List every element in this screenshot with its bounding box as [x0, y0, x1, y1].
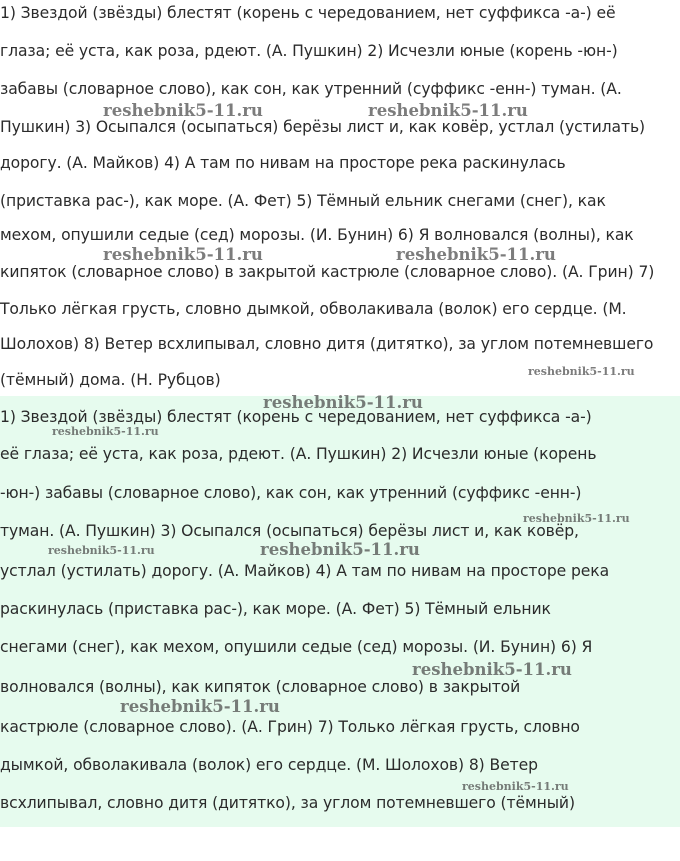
- watermark-text: reshebnik5-11.ru: [412, 660, 572, 679]
- text-line: дорогу. (А. Майков) 4) А там по нивам на просторе река раскинулась: [0, 154, 566, 172]
- text-line: Только лёгкая грусть, словно дымкой, обволакивала (волок) его сердце. (М.: [0, 300, 627, 318]
- text-line: (тёмный) дома. (Н. Рубцов): [0, 371, 221, 389]
- text-line: волновался (волны), как кипяток (словарное слово) в закрытой: [0, 678, 521, 696]
- text-line: кипяток (словарное слово) в закрытой кастрюле (словарное слово). (А. Грин) 7): [0, 263, 655, 281]
- text-line: (приставка рас-), как море. (А. Фет) 5) Тёмный ельник снегами (снег), как: [0, 192, 606, 210]
- answer-block-original: [0, 0, 680, 396]
- text-line: 1) Звездой (звёзды) блестят (корень с чередованием, нет суффикса -а-): [0, 408, 592, 426]
- text-line: всхлипывал, словно дитя (дитятко), за углом потемневшего (тёмный): [0, 794, 575, 812]
- text-line: кастрюле (словарное слово). (А. Грин) 7) Только лёгкая грусть, словно: [0, 718, 580, 736]
- text-line: глаза; её уста, как роза, рдеют. (А. Пушкин) 2) Исчезли юные (корень -юн-): [0, 42, 618, 60]
- text-line: Шолохов) 8) Ветер всхлипывал, словно дитя (дитятко), за углом потемневшего: [0, 335, 654, 353]
- watermark-text: reshebnik5-11.ru: [120, 697, 280, 716]
- text-line: туман. (А. Пушкин) 3) Осыпался (осыпаться) берёзы лист и, как ковёр,: [0, 522, 579, 540]
- text-line: забавы (словарное слово), как сон, как утренний (суффикс -енн-) туман. (А.: [0, 80, 622, 98]
- text-line: дымкой, обволакивала (волок) его сердце. (М. Шолохов) 8) Ветер: [0, 756, 538, 774]
- answer-block-highlighted: [0, 396, 680, 827]
- text-line: 1) Звездой (звёзды) блестят (корень с чередованием, нет суффикса -а-) её: [0, 4, 616, 22]
- text-line: снегами (снег), как мехом, опушили седые (сед) морозы. (И. Бунин) 6) Я: [0, 638, 593, 656]
- watermark-text: reshebnik5-11.ru: [462, 780, 569, 793]
- text-line: её глаза; её уста, как роза, рдеют. (А. Пушкин) 2) Исчезли юные (корень: [0, 445, 597, 463]
- watermark-text: reshebnik5-11.ru: [528, 365, 635, 378]
- text-line: -юн-) забавы (словарное слово), как сон, как утренний (суффикс -енн-): [0, 484, 582, 502]
- text-line: Пушкин) 3) Осыпался (осыпаться) берёзы лист и, как ковёр, устлал (устилать): [0, 118, 646, 136]
- text-line: устлал (устилать) дорогу. (А. Майков) 4) А там по нивам на просторе река: [0, 562, 610, 580]
- watermark-text: reshebnik5-11.ru: [103, 101, 263, 120]
- text-line: мехом, опушили седые (сед) морозы. (И. Бунин) 6) Я волновался (волны), как: [0, 226, 634, 244]
- watermark-text: reshebnik5-11.ru: [48, 544, 155, 557]
- watermark-text: reshebnik5-11.ru: [523, 512, 630, 525]
- watermark-text: reshebnik5-11.ru: [260, 540, 420, 559]
- watermark-text: reshebnik5-11.ru: [396, 245, 556, 264]
- watermark-text: reshebnik5-11.ru: [103, 245, 263, 264]
- watermark-text: reshebnik5-11.ru: [263, 393, 423, 412]
- watermark-text: reshebnik5-11.ru: [368, 101, 528, 120]
- text-line: раскинулась (приставка рас-), как море. (А. Фет) 5) Тёмный ельник: [0, 600, 551, 618]
- watermark-text: reshebnik5-11.ru: [52, 425, 159, 438]
